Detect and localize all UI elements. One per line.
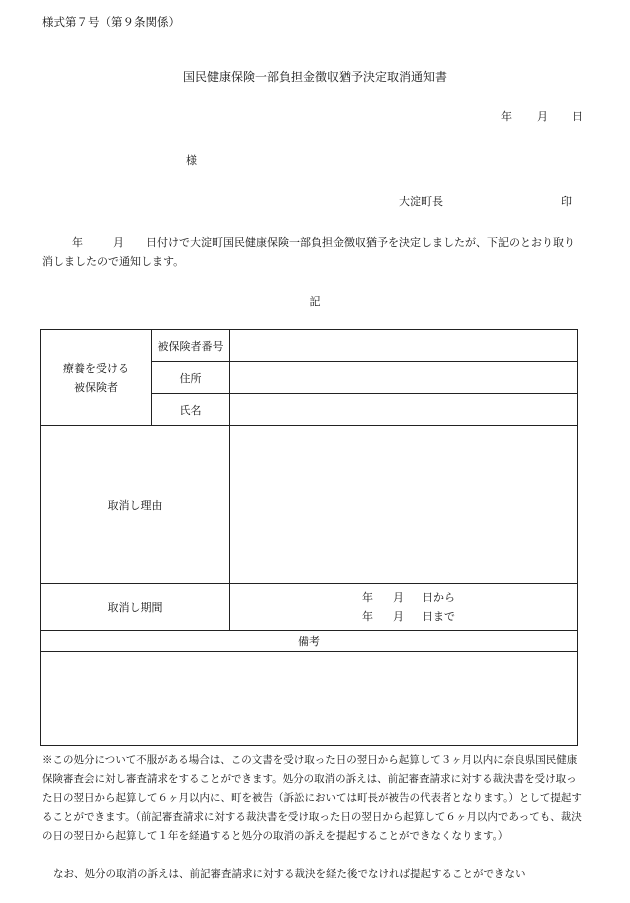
- body-text: 日付けで大淀町国民健康保険一部負担金徴収猶予を決定しましたが、下記のとおり取り消しましたので通知します。: [42, 236, 575, 268]
- remarks-value[interactable]: [41, 652, 578, 746]
- insured-number-label: 被保険者番号: [152, 330, 230, 362]
- date-day-label: 日: [572, 110, 583, 123]
- body-month-label: 月: [113, 236, 124, 249]
- date-month-label: 月: [537, 110, 548, 123]
- insured-number-value[interactable]: [230, 330, 578, 362]
- name-value[interactable]: [230, 394, 578, 426]
- insured-label-cell: [41, 330, 152, 426]
- date-year-label: 年: [501, 110, 512, 123]
- notice-body: [42, 233, 582, 271]
- notice-table: [40, 329, 578, 746]
- sender-name: 大淀町長: [399, 195, 443, 208]
- period-from-line: 年 月 日から: [362, 591, 455, 604]
- address-value[interactable]: [230, 362, 578, 394]
- remarks-label: 備考: [41, 631, 578, 652]
- appeal-footnote: ※この処分について不服がある場合は、この文書を受け取った日の翌日から起算して３ヶ月以内に奈良県国民健康保険審査会に対し審査請求をすることができます。処分の取消の訴えは、前記審査請求に対する裁決書を受け取った日の翌日から起算して６ヶ月以内に、町を被告（訴訟においては町長が被告の代表者となります。）として提起することができます。（前記審査請求に対する裁決書を受け取った日の翌日から起算して６ヶ月以内であっても、裁決の日の翌日から起算して１年を経過すると処分の取消の訴えを提起することができなくなります。）: [42, 754, 582, 842]
- period-label: 取消し期間: [41, 584, 230, 631]
- addressee-suffix: 様: [186, 154, 197, 167]
- reason-label: 取消し理由: [41, 426, 230, 584]
- appeal-footnote-2: なお、処分の取消の訴えは、前記審査請求に対する裁決を経た後でなければ提起することができない: [53, 868, 526, 880]
- ki-heading: 記: [309, 295, 321, 308]
- period-value: [230, 584, 578, 631]
- body-year-label: 年: [72, 236, 83, 249]
- name-label: 氏名: [152, 394, 230, 426]
- document-title: 国民健康保険一部負担金徴収猶予決定取消通知書: [182, 70, 447, 84]
- address-label: 住所: [152, 362, 230, 394]
- form-number: 様式第７号（第９条関係）: [42, 15, 180, 29]
- seal-mark: 印: [561, 195, 572, 208]
- period-to-line: 年 月 日まで: [362, 610, 455, 623]
- reason-value[interactable]: [230, 426, 578, 584]
- insured-label-line2: 被保険者: [74, 381, 118, 394]
- insured-label-line1: 療養を受ける: [63, 362, 129, 375]
